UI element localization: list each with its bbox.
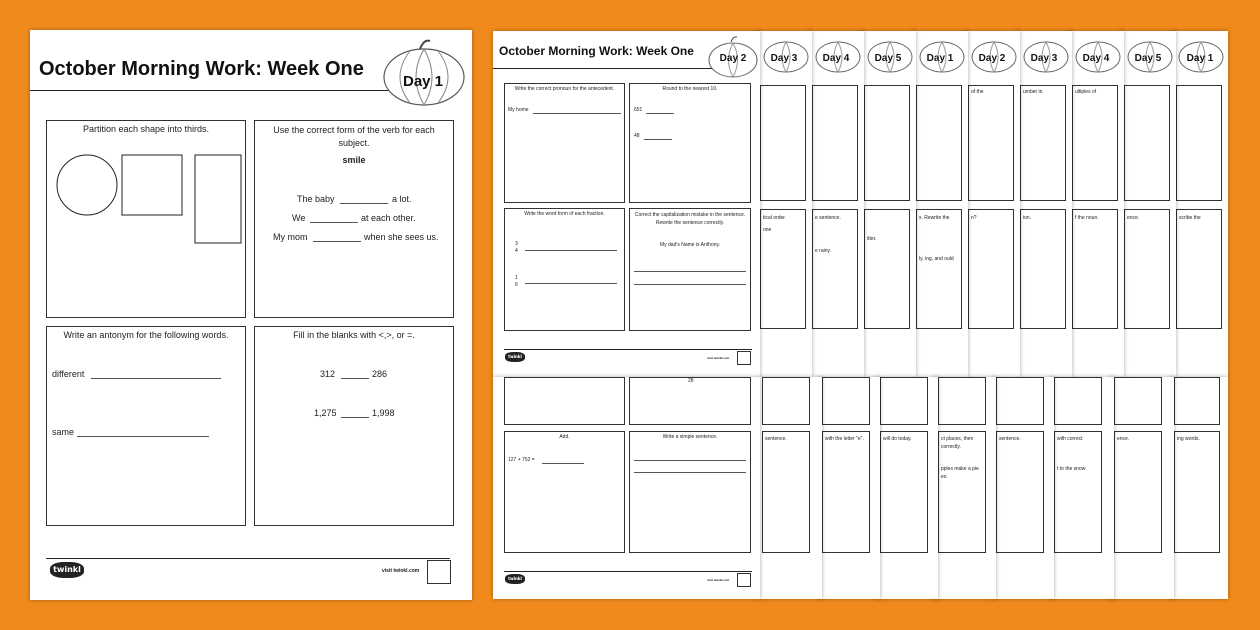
answer-line[interactable] [525,250,617,251]
snippet: es. [941,474,948,480]
answer-line[interactable] [313,241,361,242]
visit-link[interactable]: visit twinkl.com [382,568,420,574]
question-prompt: Write the word form of each fraction. [524,211,605,217]
title-underline [30,90,390,91]
answer-line[interactable] [341,378,369,379]
day-label: Day 1 [926,53,954,64]
answer-line[interactable] [634,460,746,461]
snippet: ct places, then [941,436,974,442]
answer-line[interactable] [525,283,617,284]
snippet: n? [971,215,977,221]
answer-line[interactable] [91,378,221,379]
snippet: with the letter "e". [825,436,864,442]
question-box-compare [254,326,454,526]
snippet: s. Rewrite the [919,215,950,221]
number-1998: 1,998 [372,408,395,418]
number-28: 28 [688,378,694,384]
word-different: different [52,369,85,379]
question-prompt: Round to the nearest 10. [662,86,718,92]
addition-expression: 127 + 752 = [508,457,535,463]
day-label: Day 4 [1082,53,1110,64]
answer-line[interactable] [340,203,388,204]
stacked-page-4 [860,31,916,377]
stacked-page-10 [1172,31,1228,377]
verb-word: smile [342,155,366,165]
snippet: ence. [1117,436,1130,442]
page-title: October Morning Work: Week One [39,58,364,80]
second-worksheet [493,31,760,377]
footer-line [504,349,752,350]
stacked-page-7 [1016,31,1072,377]
snippet: tical order. [763,215,787,221]
snippet: t to the snow [1057,466,1086,472]
snippet: ion. [1023,215,1032,221]
answer-line[interactable] [77,436,209,437]
number-286: 286 [372,369,388,379]
title-underline [493,68,713,69]
stacked-page-5 [912,31,968,377]
day-label: Day 4 [822,53,850,64]
word-same: same [52,427,75,437]
question-box-rounding [629,83,751,203]
sentence-1-end: a lot. [392,194,412,204]
snippet: ly, ing, and ould [919,256,954,262]
fraction-numerator: 3 [515,241,518,247]
day-label: Day 2 [978,53,1006,64]
circle-shape [57,155,117,215]
snippet: scribe the [1179,215,1201,221]
question-prompt: Correct the capitalization mistake in the sentence. Rewrite the sentence correctly. [634,212,746,226]
snippet: ultiples of [1075,89,1097,95]
fraction-denominator: 4 [515,248,518,254]
number-48: 48 [634,133,640,139]
question-prompt: Partition each shape into thirds. [82,124,210,134]
number-1275: 1,275 [314,408,337,418]
visit-link[interactable]: visit twinkl.com [707,578,730,582]
question-prompt: Use the correct form of the verb for each subject. [273,125,435,148]
stacked-page-9 [1120,31,1176,377]
number-312: 312 [320,369,336,379]
question-box-antonym [46,326,246,526]
question-box-partial [504,377,625,425]
snippet: umber in [1023,89,1043,95]
rectangle-shape [195,155,241,243]
lower-stacked-page [1170,377,1228,599]
day-label: Day 1 [402,73,444,90]
question-box-pronoun [504,83,625,203]
sentence-2-end: at each other. [361,213,416,223]
lower-stacked-page [818,377,880,599]
square-shape [122,155,182,215]
question-prompt: Add. [559,434,570,440]
quality-standard-badge-icon [737,573,751,587]
lower-stacked-page [876,377,938,599]
pumpkin-icon [380,35,468,107]
snippet: e rainy. [815,248,832,254]
fraction-denominator: 6 [515,282,518,288]
question-box-partial [629,377,751,425]
snippet: sentence. [999,436,1021,442]
quality-standard-badge-icon [737,351,751,365]
day-label: Day 2 [719,53,747,64]
sentence-to-correct: My dad's Name is Anthony. [659,242,721,248]
snippet: with correct [1057,436,1083,442]
snippet: itter. [867,236,877,242]
question-prompt: Write a simple sentence. [662,434,718,440]
lower-worksheet [493,377,760,599]
number-651: 651 [634,107,643,113]
answer-line[interactable] [634,284,746,285]
lower-stacked-page [1110,377,1174,599]
stacked-page-6 [964,31,1020,377]
question-box-capitalization [629,208,751,331]
question-prompt: Fill in the blanks with <,>, or =. [293,330,415,340]
stacked-page-8 [1068,31,1124,377]
answer-line[interactable] [634,271,746,272]
stacked-page-2 [756,31,812,377]
question-prompt: Write an antonym for the following words. [63,330,229,340]
sentence-1-start: The baby [297,194,335,204]
snippet: one [763,227,772,233]
footer-line [504,571,752,572]
snippet: pples make a pie [941,466,979,472]
day-label: Day 1 [1186,53,1214,64]
twinkl-logo: twinkl [50,562,84,578]
sentence-3-start: My mom [273,232,308,242]
day-label: Day 5 [1134,53,1162,64]
answer-line[interactable] [341,417,369,418]
twinkl-logo: twinkl [505,352,525,362]
day-label: Day 3 [770,53,798,64]
stacked-page-3 [808,31,864,377]
page-title: October Morning Work: Week One [499,44,694,58]
snippet: correctly. [941,444,961,450]
snippet: ence. [1127,215,1140,221]
lower-stacked-page [992,377,1054,599]
answer-line[interactable] [310,222,358,223]
lower-stacked-page [1050,377,1114,599]
visit-link[interactable]: visit twinkl.com [707,356,730,360]
snippet: e sentence. [815,215,841,221]
sentence-2-start: We [292,213,306,223]
twinkl-logo: twinkl [505,574,525,584]
question-prompt: Write the correct pronoun for the antecedent. [514,86,615,92]
answer-line[interactable] [644,139,672,140]
quality-standard-badge-icon [427,560,451,584]
question-box-partition [46,120,246,318]
fraction-numerator: 1 [515,275,518,281]
pronoun-line-label: My home [508,107,529,113]
question-box-add [504,431,625,553]
answer-line[interactable] [542,463,584,464]
day-label: Day 3 [1030,53,1058,64]
answer-line[interactable] [646,113,674,114]
front-worksheet [30,30,472,600]
snippet: f the noun. [1075,215,1099,221]
lower-stacked-page [758,377,822,599]
snippet: of the [971,89,984,95]
question-box-sentence [629,431,751,553]
sentence-3-end: when she sees us. [364,232,439,242]
answer-line[interactable] [634,472,746,473]
shapes [47,147,245,247]
snippet: ing words. [1177,436,1200,442]
day-label: Day 5 [874,53,902,64]
question-box-fraction [504,208,625,331]
question-box-verb [254,120,454,318]
answer-line[interactable] [533,113,621,114]
footer-line [46,558,450,559]
lower-stacked-page [934,377,996,599]
snippet: will do today. [883,436,912,442]
snippet: sentence. [765,436,787,442]
